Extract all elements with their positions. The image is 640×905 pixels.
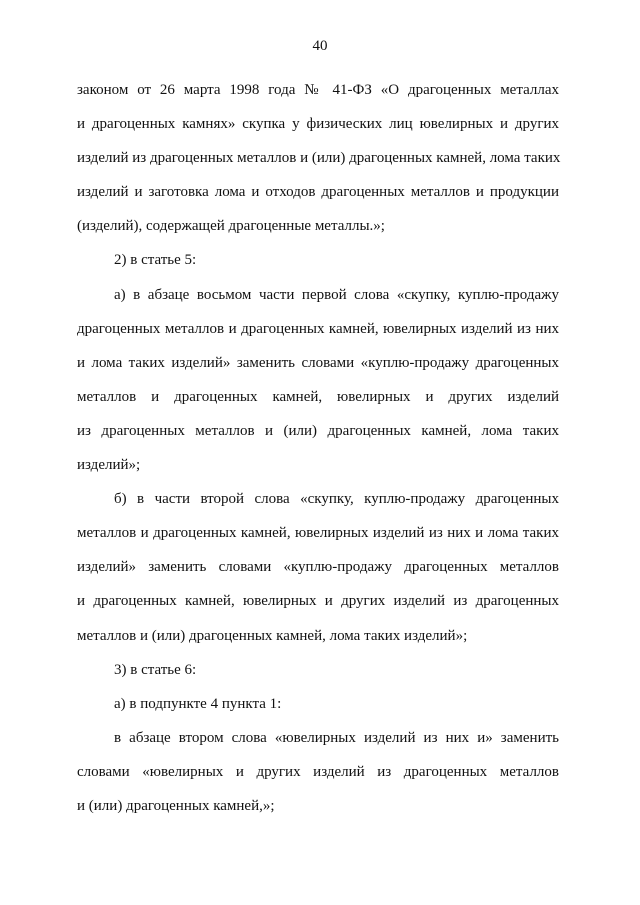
page-number: 40 bbox=[312, 38, 328, 54]
text-line: и (или) драгоценных камней,»; bbox=[77, 797, 275, 814]
text-line: металлов и (или) драгоценных камней, лома таких изделий»; bbox=[77, 627, 468, 644]
text-line: б) в части второй слова «скупку, куплю-продажу драгоценных bbox=[114, 491, 559, 508]
paragraph-item-2a bbox=[77, 278, 559, 483]
document-body bbox=[77, 73, 559, 823]
text-line: а) в подпункте 4 пункта 1: bbox=[114, 695, 282, 712]
text-line: и драгоценных камнях» скупка у физических лиц ювелирных и других bbox=[77, 116, 559, 133]
paragraph-item-2b bbox=[77, 482, 559, 652]
text-line: в абзаце втором слова «ювелирных изделий из них и» заменить bbox=[114, 729, 559, 746]
text-line: металлов и драгоценных камней, ювелирных изделий из них и лома таких bbox=[77, 525, 559, 542]
text-line: изделий»; bbox=[77, 457, 141, 474]
paragraph-item-3a-detail bbox=[77, 721, 559, 823]
text-line: а) в абзаце восьмом части первой слова «скупку, куплю-продажу bbox=[114, 286, 559, 303]
paragraph-item-3a bbox=[77, 687, 559, 721]
text-line: 3) в статье 6: bbox=[114, 661, 197, 678]
text-line: драгоценных металлов и драгоценных камней, ювелирных изделий из них bbox=[77, 320, 559, 337]
text-line: и лома таких изделий» заменить словами «куплю-продажу драгоценных bbox=[77, 354, 559, 371]
text-line: металлов и драгоценных камней, ювелирных и других изделий bbox=[77, 388, 559, 405]
text-line: изделий и заготовка лома и отходов драгоценных металлов и продукции bbox=[77, 184, 559, 201]
text-line: 2) в статье 5: bbox=[114, 252, 197, 269]
paragraph-continuation bbox=[77, 73, 559, 243]
text-line: (изделий), содержащей драгоценные металлы.»; bbox=[77, 218, 385, 235]
text-line: и драгоценных камней, ювелирных и других изделий из драгоценных bbox=[77, 593, 559, 610]
text-line: изделий из драгоценных металлов и (или) драгоценных камней, лома таких bbox=[77, 150, 561, 167]
text-line: законом от 26 марта 1998 года № 41-ФЗ «О драгоценных металлах bbox=[77, 82, 559, 98]
text-line: изделий» заменить словами «куплю-продажу драгоценных металлов bbox=[77, 559, 559, 576]
paragraph-item-3 bbox=[77, 653, 559, 687]
text-line: из драгоценных металлов и (или) драгоценных камней, лома таких bbox=[77, 422, 559, 439]
text-line: словами «ювелирных и других изделий из драгоценных металлов bbox=[77, 763, 559, 780]
paragraph-item-2 bbox=[77, 243, 559, 277]
